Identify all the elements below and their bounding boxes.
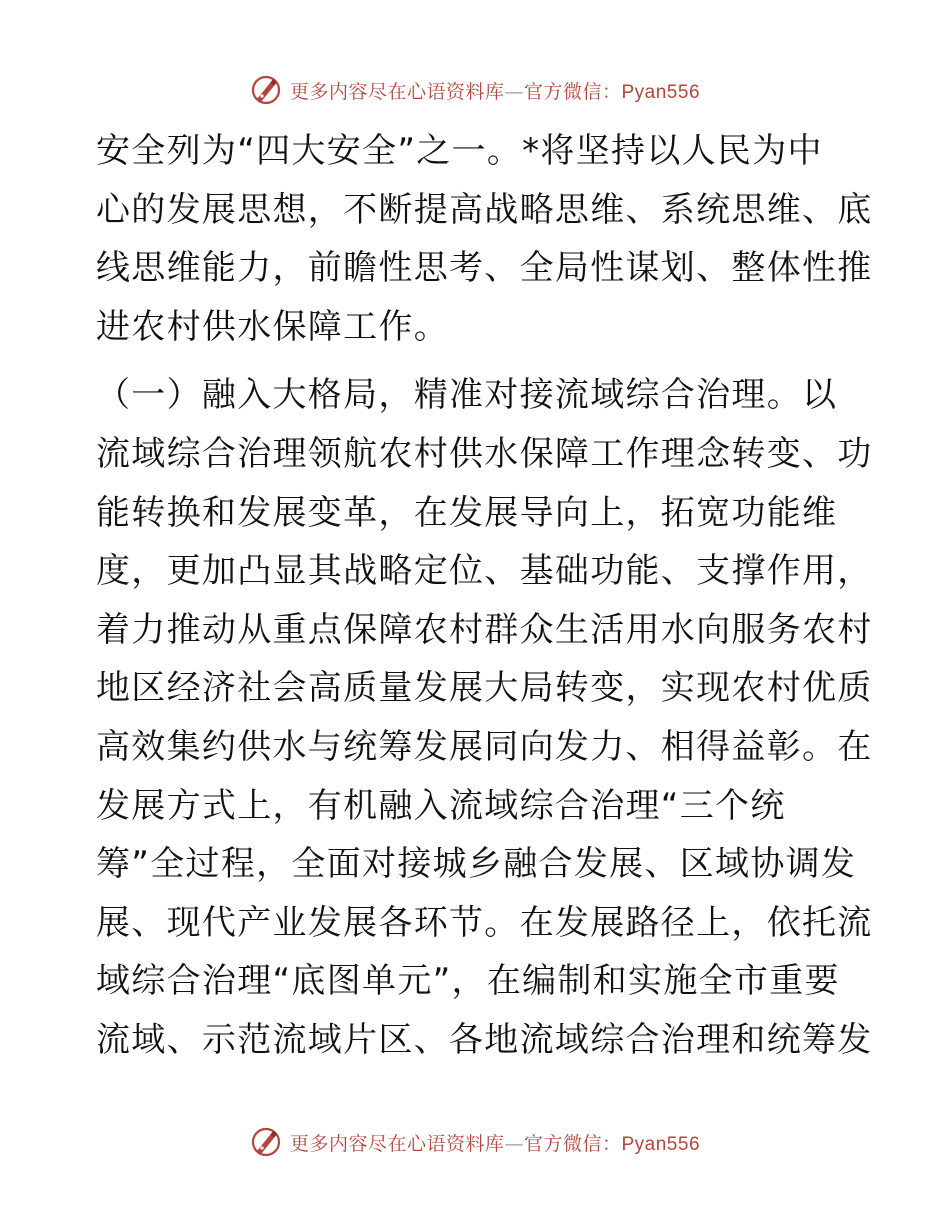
text-line: 发展方式上，有机融入流域综合治理“三个统 bbox=[96, 785, 786, 826]
text-line: 进农村供水保障工作。 bbox=[96, 306, 449, 347]
header-brand: 更多内容尽在心语资料库 bbox=[289, 80, 505, 103]
footer-contact-label: 官方微信： bbox=[523, 1132, 622, 1155]
text-line: 线思维能力，前瞻性思考、全局性谋划、整体性推 bbox=[96, 248, 873, 289]
text-line: 高效集约供水与统筹发展同向发力、相得益彰。在 bbox=[96, 726, 873, 767]
header-contact-label: 官方微信： bbox=[523, 80, 622, 103]
text-line: 流域综合治理领航农村供水保障工作理念转变、功 bbox=[96, 433, 873, 474]
footer-banner bbox=[0, 1122, 950, 1162]
paragraph-1 bbox=[96, 122, 873, 356]
text-line: 心的发展思想，不断提高战略思维、系统思维、底 bbox=[96, 189, 873, 230]
text-line: 流域、示范流域片区、各地流域综合治理和统筹发 bbox=[96, 1019, 873, 1060]
header-banner bbox=[0, 70, 950, 110]
text-line: 着力推动从重点保障农村群众生活用水向服务农村 bbox=[96, 609, 873, 650]
text-line: 度，更加凸显其战略定位、基础功能、支撑作用， bbox=[96, 551, 873, 592]
text-line: 地区经济社会高质量发展大局转变，实现农村优质 bbox=[96, 668, 873, 709]
text-line: 展、现代产业发展各环节。在发展路径上，依托流 bbox=[96, 902, 873, 943]
text-line: 域综合治理“底图单元”，在编制和实施全市重要 bbox=[96, 961, 840, 1002]
document-body bbox=[96, 122, 873, 1070]
header-dash: — bbox=[504, 80, 524, 103]
footer-banner-text bbox=[290, 1129, 700, 1156]
footer-dash: — bbox=[504, 1132, 524, 1155]
pen-circle-logo-icon bbox=[250, 1126, 282, 1158]
text-line: 筹”全过程，全面对接城乡融合发展、区域协调发 bbox=[96, 844, 857, 885]
text-line: 能转换和发展变革，在发展导向上，拓宽功能维 bbox=[96, 492, 838, 533]
header-contact-id: Pyan556 bbox=[621, 81, 701, 103]
footer-contact-id: Pyan556 bbox=[621, 1133, 701, 1155]
text-line: （一）融入大格局，精准对接流域综合治理。以 bbox=[96, 375, 838, 416]
pen-circle-logo-icon bbox=[250, 74, 282, 106]
footer-brand: 更多内容尽在心语资料库 bbox=[289, 1132, 505, 1155]
paragraph-2 bbox=[96, 366, 873, 1069]
text-line: 安全列为“四大安全”之一。*将坚持以人民为中 bbox=[96, 131, 823, 171]
header-banner-text bbox=[290, 77, 700, 104]
paragraph-gap bbox=[96, 356, 856, 366]
